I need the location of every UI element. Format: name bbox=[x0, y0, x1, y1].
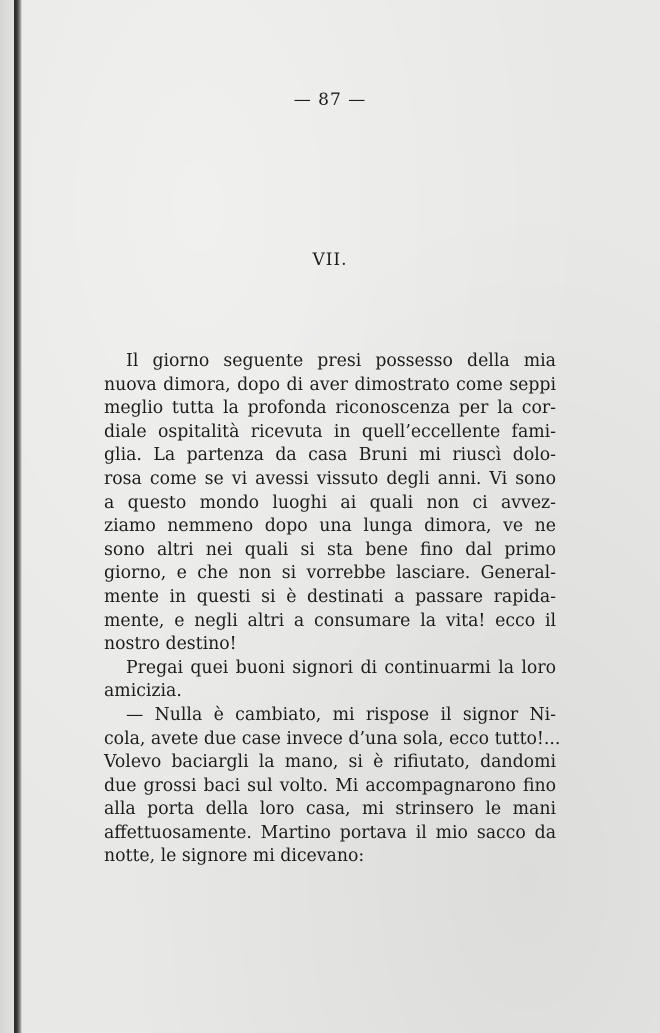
text-line: rosa come se vi avessi vissuto degli anni. Vi sono bbox=[104, 468, 556, 489]
text-line: glia. La partenza da casa Bruni mi riuscì dolo- bbox=[104, 445, 556, 466]
text-line: affettuosamente. Martino portava il mio sacco da bbox=[104, 822, 556, 843]
text-line: Volevo baciargli la mano, si è rifiutato, dandomi bbox=[104, 752, 556, 773]
text-line: Pregai quei buoni signori di continuarmi la loro bbox=[126, 657, 556, 678]
page-number: — 87 — bbox=[293, 90, 367, 110]
text-line: a questo mondo luoghi ai quali non ci avvez- bbox=[104, 492, 556, 513]
text-line: cola, avete due case invece d’una sola, ecco tutto!... bbox=[104, 728, 561, 749]
text-line: — Nulla è cambiato, mi rispose il signor Ni- bbox=[126, 704, 556, 725]
chapter-heading: VII. bbox=[312, 250, 348, 270]
text-line: notte, le signore mi dicevano: bbox=[104, 846, 365, 867]
text-line: mente in questi si è destinati a passare rapida- bbox=[104, 586, 556, 607]
book-binding-edge bbox=[14, 0, 22, 1033]
text-line: due grossi baci sul volto. Mi accompagnarono fino bbox=[104, 775, 556, 796]
text-line: sono altri nei quali si sta bene fino dal primo bbox=[104, 539, 556, 560]
text-line: nuova dimora, dopo di aver dimostrato come seppi bbox=[104, 374, 556, 395]
text-line: mente, e negli altri a consumare la vita! ecco il bbox=[104, 610, 556, 631]
text-line: amicizia. bbox=[104, 681, 182, 702]
text-line: Il giorno seguente presi possesso della mia bbox=[126, 351, 556, 371]
text-line: ziamo nemmeno dopo una lunga dimora, ve ne bbox=[104, 516, 556, 537]
text-line: meglio tutta la profonda riconoscenza per la cor- bbox=[104, 398, 556, 419]
text-line: giorno, e che non si vorrebbe lasciare. General- bbox=[104, 563, 556, 584]
text-line: alla porta della loro casa, mi strinsero le mani bbox=[104, 799, 556, 820]
text-line: diale ospitalità ricevuta in quell’eccellente fami- bbox=[104, 421, 556, 442]
page-margin-shadow bbox=[0, 0, 14, 1033]
text-line: nostro destino! bbox=[104, 634, 237, 655]
body-text bbox=[104, 350, 561, 869]
